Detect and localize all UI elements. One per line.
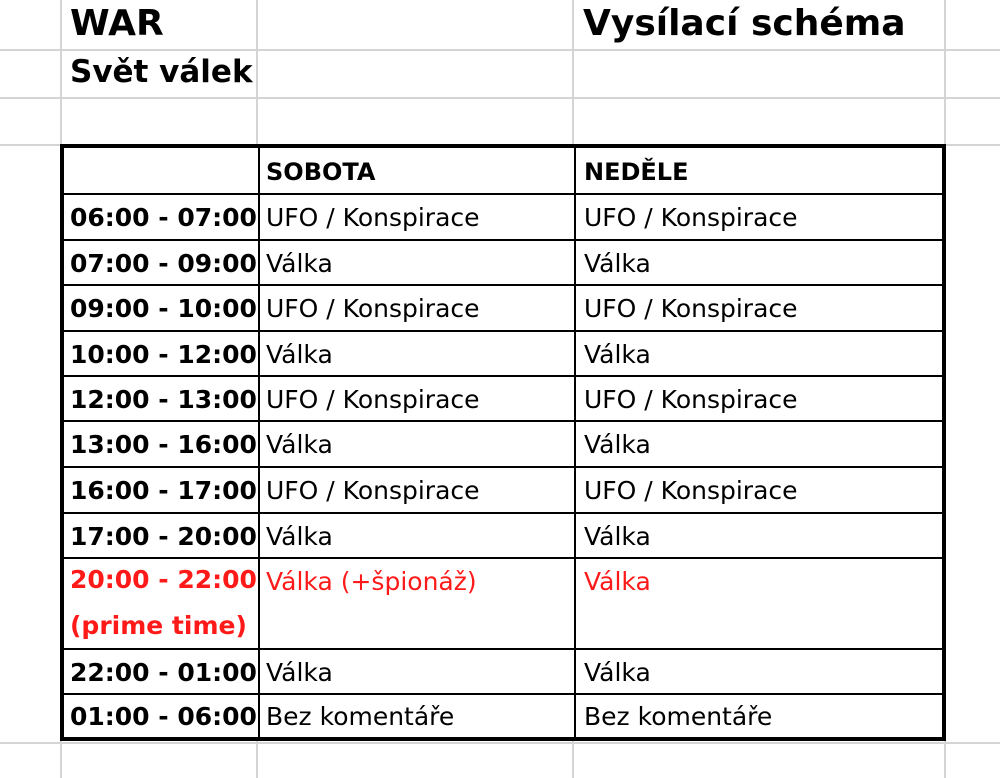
sheet-title: WAR [70,3,164,44]
sunday-cell[interactable]: UFO / Konspirace [584,203,798,232]
table-row [64,514,942,559]
time-cell[interactable]: 07:00 - 09:00 [64,241,260,284]
table-row [64,695,942,737]
saturday-cell[interactable]: UFO / Konspirace [260,195,576,239]
time-cell[interactable]: 13:00 - 16:00 [64,422,260,466]
saturday-cell[interactable]: Válka [260,514,576,557]
sheet-subtitle: Svět válek [70,54,253,90]
sunday-cell[interactable]: Válka [584,430,651,459]
sunday-cell[interactable]: Válka [584,522,651,551]
table-row [64,422,942,468]
table-row [64,195,942,241]
saturday-cell[interactable]: Válka (+špionáž) [260,559,576,648]
sunday-cell[interactable]: Válka [584,340,651,369]
sunday-cell[interactable]: Válka [584,249,651,278]
sunday-cell[interactable]: UFO / Konspirace [584,476,798,505]
saturday-cell[interactable]: Válka [260,332,576,375]
prime-time-note: (prime time) [70,611,247,640]
table-row [64,332,942,377]
saturday-cell[interactable]: UFO / Konspirace [260,377,576,420]
time-cell[interactable]: 16:00 - 17:00 [64,468,260,512]
time-cell[interactable]: 12:00 - 13:00 [64,377,260,420]
sunday-cell[interactable]: Válka [584,658,651,687]
saturday-cell[interactable]: Bez komentáře [260,695,576,737]
time-cell[interactable]: 01:00 - 06:00 [64,695,260,737]
saturday-cell[interactable]: Válka [260,650,576,693]
table-row [64,241,942,286]
schedule-title: Vysílací schéma [583,3,906,44]
time-cell[interactable] [64,559,260,648]
saturday-cell[interactable]: UFO / Konspirace [260,468,576,512]
table-row-prime-time [64,559,942,650]
sunday-cell[interactable]: Válka [584,567,651,596]
sunday-cell[interactable]: Bez komentáře [584,702,773,731]
schedule-table [60,144,946,741]
table-row [64,468,942,514]
saturday-cell[interactable]: Válka [260,422,576,466]
table-row [64,286,942,332]
time-cell[interactable]: 22:00 - 01:00 [64,650,260,693]
time-cell[interactable]: 10:00 - 12:00 [64,332,260,375]
sunday-cell[interactable]: UFO / Konspirace [584,294,798,323]
table-row [64,377,942,422]
time-cell[interactable]: 06:00 - 07:00 [64,195,260,239]
saturday-cell[interactable]: UFO / Konspirace [260,286,576,330]
header-cell-time[interactable] [64,148,260,193]
grid-line [0,49,1000,51]
grid-line [0,742,1000,744]
table-row [64,650,942,695]
header-cell-saturday[interactable]: SOBOTA [260,148,576,193]
time-cell[interactable]: 17:00 - 20:00 [64,514,260,557]
saturday-cell[interactable]: Válka [260,241,576,284]
header-cell-sunday[interactable]: NEDĚLE [584,158,689,186]
sunday-cell[interactable]: UFO / Konspirace [584,385,798,414]
time-cell[interactable]: 09:00 - 10:00 [64,286,260,330]
time-range: 20:00 - 22:00 [70,565,257,594]
table-header-row [64,148,942,195]
grid-line [0,97,1000,99]
